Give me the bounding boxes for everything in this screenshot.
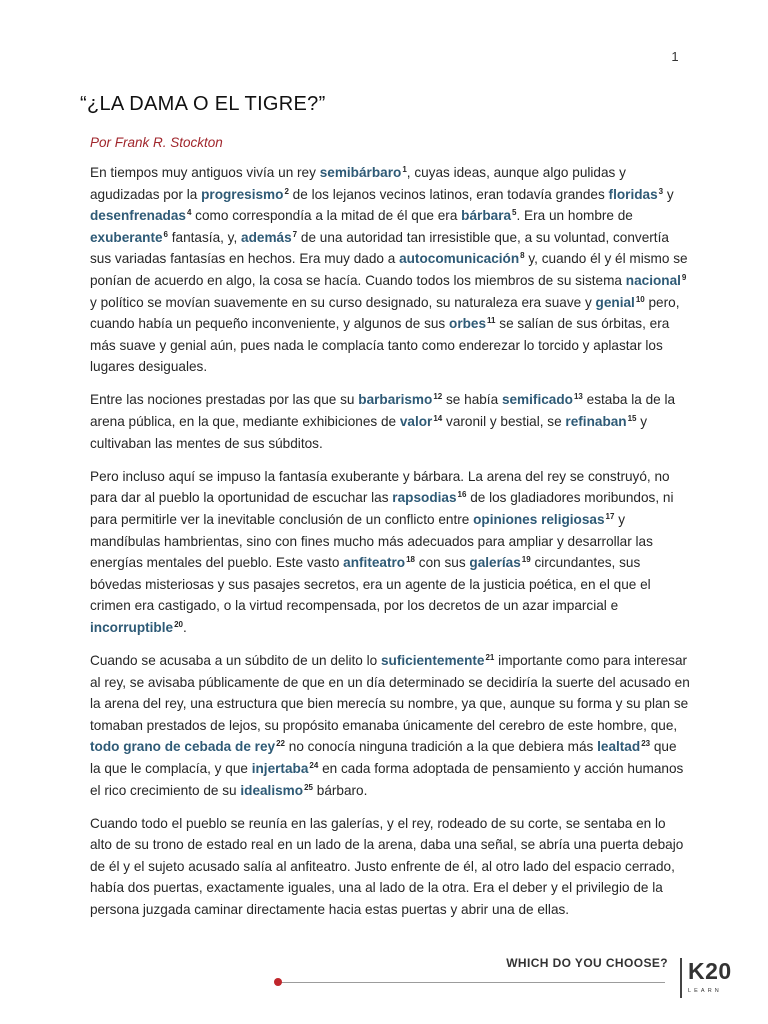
text-run: Cuando se acusaba a un súbdito de un delito lo [90, 652, 381, 668]
vocab-word: orbes [449, 316, 487, 332]
text-run: y cultivaban las mentes de sus súbditos. [90, 414, 648, 451]
vocab-word: lealtad [597, 739, 641, 755]
vocab-word: idealismo [240, 782, 304, 798]
footnote-number: 3 [658, 186, 664, 196]
vocab-word: semificado [501, 392, 573, 408]
vocab-word: desenfrenadas [90, 208, 186, 224]
vocab-word: nacional [625, 272, 681, 288]
text-run: con sus [415, 555, 470, 571]
story-body [90, 162, 690, 932]
footnote-number: 24 [309, 760, 319, 770]
text-run: varonil y bestial, se [442, 414, 566, 430]
footer-red-dot [274, 978, 282, 986]
vocab-word: genial [595, 294, 635, 310]
footnote-number: 8 [520, 251, 525, 261]
text-run: Pero incluso aquí se impuso la fantasía exuberante y bárbara. La arena del rey se construyó, no para dar al pueblo la oportunidad de escuchar las [90, 468, 670, 506]
vocab-word: refinaban [565, 414, 627, 430]
footnote-number: 1 [402, 165, 407, 174]
footnote-number: 17 [605, 511, 615, 521]
k20-logo [680, 958, 732, 998]
vocab-word: bárbara [461, 208, 512, 224]
footnote-number: 10 [635, 294, 645, 304]
text-run: . Era un hombre de [516, 208, 633, 224]
text-run: y, cuando él y él mismo se ponían de acuerdo en algo, la cosa se hacía. Cuando todos los miembros de su sistema [90, 251, 688, 288]
paragraph [90, 466, 690, 639]
vocab-word: valor [399, 414, 433, 430]
vocab-word: rapsodias [392, 490, 457, 506]
text-run: de los gladiadores moribundos, ni para permitirle ver la inevitable conclusión de un conflicto entre [90, 490, 674, 527]
footnote-number: 15 [627, 414, 637, 424]
vocab-word: exuberante [90, 229, 163, 245]
text-run: Entre las nociones prestadas por las que su [90, 392, 359, 408]
vocab-word: opiniones religiosas [473, 511, 605, 527]
text-run: como correspondía a la mitad de él que era [191, 208, 462, 224]
footnote-number: 18 [406, 555, 415, 565]
text-run: y [663, 186, 674, 202]
footnote-number: 16 [457, 490, 467, 500]
text-run: no conocía ninguna tradición a la que debiera más [284, 739, 598, 755]
text-run: fantasía, y, [167, 229, 242, 245]
text-run: circundantes, sus bóvedas misteriosas y sus pasajes secretos, era un agente de la justicia poética, en el que el crimen era castigado, o la virtud recompensada, por los decretos de un azar imparcial e [90, 555, 651, 614]
text-run: pero, cuando había un pequeño inconveniente, y algunos de sus [90, 294, 680, 332]
text-run: estaba la de la arena pública, en la que, mediante exhibiciones de [90, 392, 676, 430]
footnote-number: 21 [485, 652, 495, 662]
text-run: de los lejanos vecinos latinos, eran todavía grandes [288, 186, 609, 202]
vocab-word: suficientemente [380, 652, 485, 668]
text-run: En tiempos muy antiguos vivía un rey [90, 165, 320, 180]
vocab-word: galerías [469, 555, 521, 571]
vocab-word: incorruptible [90, 619, 174, 635]
footnote-number: 5 [512, 208, 517, 218]
footnote-number: 4 [186, 208, 192, 218]
footnote-number: 14 [433, 414, 443, 424]
footnote-number: 12 [433, 392, 443, 402]
text-run: y político se movían suavemente en su curso designado, su naturaleza era suave y [90, 294, 596, 310]
text-run: y mandíbulas hambrientas, sino con fines mucho más adecuados para ampliar y desarrollar las energías mentales del pueblo. Este vasto [90, 511, 653, 571]
footnote-number: 7 [292, 229, 298, 239]
text-run: se salían de sus órbitas, era más suave y genial aún, pues nada le complacía tanto como enderezar lo torcido y aplastar los lugares desiguales. [90, 316, 670, 375]
footer-divider [275, 982, 665, 983]
author-byline: Por Frank R. Stockton [90, 135, 223, 150]
text-run: bárbaro. [312, 782, 368, 798]
paragraph [90, 389, 690, 454]
page-number: 1 [671, 49, 679, 64]
footnote-number: 6 [163, 229, 168, 239]
vocab-word: progresismo [201, 186, 284, 202]
footnote-number: 25 [304, 782, 313, 792]
footnote-number: 9 [681, 272, 687, 282]
footnote-number: 2 [284, 186, 289, 196]
text-run: importante como para interesar al rey, se avisaba públicamente de que en un día determinado se decidiría la suerte del acusado en la arena del rey, una estructura que bien merecía su nombre, ya que, aunque su forma y su plan se tomaban prestados de lejos, su propósito emanaba únicamente del cerebro de este hombre, que, [90, 652, 690, 733]
paragraph [90, 162, 690, 378]
footnote-number: 19 [521, 555, 531, 565]
footer-tagline: WHICH DO YOU CHOOSE? [506, 956, 668, 970]
text-run: en cada forma adoptada de pensamiento y acción humanos el rico crecimiento de su [90, 760, 684, 798]
vocab-word: barbarismo [358, 392, 433, 408]
text-run: se había [442, 392, 502, 408]
footnote-number: 13 [573, 392, 583, 402]
vocab-word: además [241, 229, 292, 245]
vocab-word: anfiteatro [343, 555, 406, 571]
logo-mark: K20 [688, 958, 732, 984]
logo-subtext: LEARN [688, 988, 722, 994]
vocab-word: autocomunicación [399, 251, 520, 267]
paragraph [90, 813, 690, 921]
paragraph [90, 650, 690, 801]
text-run: . [182, 619, 187, 635]
text-run: , cuyas ideas, aunque algo pulidas y agudizadas por la [90, 165, 626, 202]
vocab-word: semibárbaro [319, 165, 402, 180]
text-run: de una autoridad tan irresistible que, a su voluntad, convertía sus variadas fantasías en hechos. Era muy dado a [90, 229, 669, 267]
document-title: “¿LA DAMA O EL TIGRE?” [80, 93, 326, 115]
footnote-number: 23 [641, 739, 651, 749]
text-run: que la que le complacía, y que [90, 739, 677, 776]
footnote-number: 22 [276, 739, 285, 749]
text-run: Cuando todo el pueblo se reunía en las galerías, y el rey, rodeado de su corte, se sentaba en lo alto de su trono de estado real en un lado de la arena, daba una señal, se abría una puerta debajo de él y el sujeto acusado salía al anfiteatro. Justo enfrente de él, al otro lado del espacio cerrado, había dos puertas, exactamente iguales, una al lado de la otra. Era el deber y el privilegio de la persona juzgada caminar directamente hacia estas puertas y abrir una de ellas. [90, 815, 684, 917]
footnote-number: 11 [487, 316, 496, 326]
vocab-word: floridas [608, 186, 658, 202]
vocab-word: injertaba [251, 760, 309, 776]
vocab-word: todo grano de cebada de rey [90, 739, 276, 755]
footnote-number: 20 [174, 619, 183, 629]
